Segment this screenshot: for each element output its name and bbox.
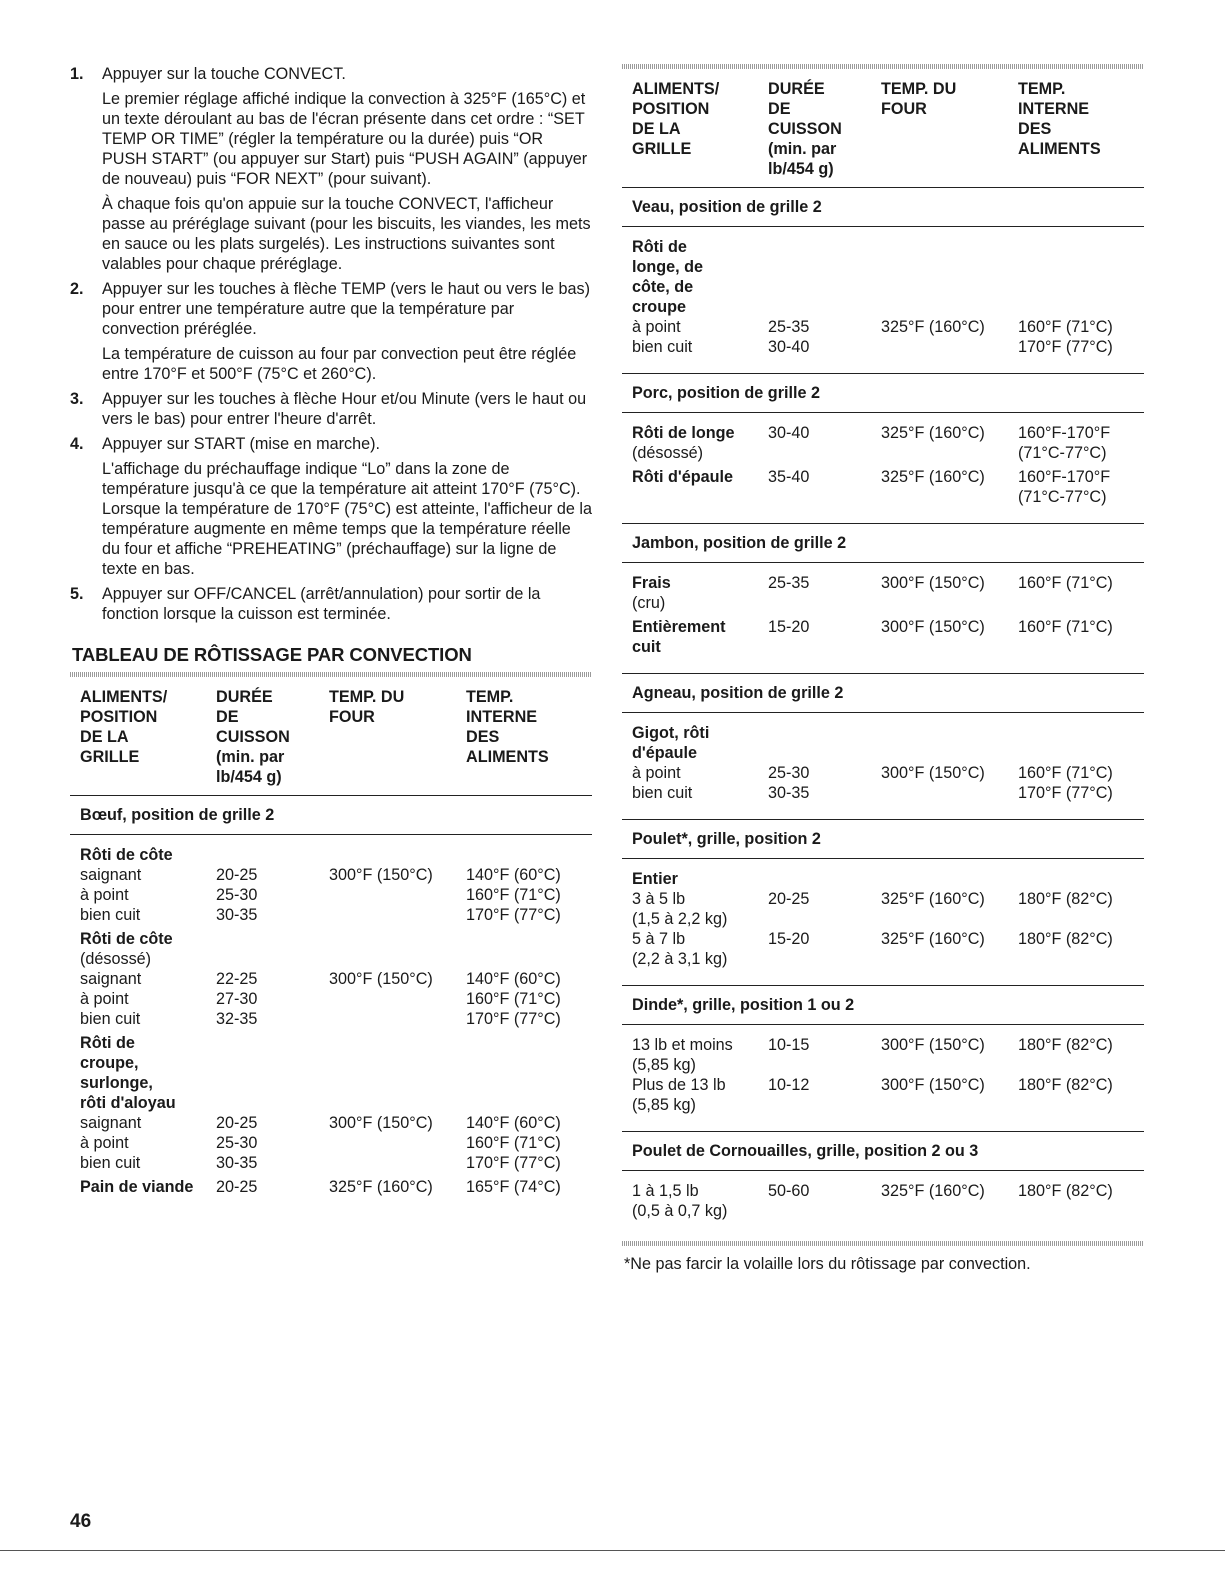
table-cell: 30-35 <box>216 906 258 924</box>
table-cell: 25-30 <box>768 764 810 782</box>
header-cell-c1 <box>632 79 768 179</box>
table-cell: 50-60 <box>768 1182 810 1200</box>
header-line: GRILLE <box>80 748 140 766</box>
header-line: ALIMENTS <box>1018 140 1101 158</box>
table-cell <box>329 905 466 925</box>
table-cell <box>768 593 881 613</box>
table-cell: 30-35 <box>768 784 810 802</box>
table-cell: 20-25 <box>216 1114 258 1132</box>
table-cell: 325°F (160°C) <box>881 1182 985 1200</box>
table-cell: 30-35 <box>216 1154 258 1172</box>
header-cell-c2 <box>216 687 329 787</box>
step-number: 2. <box>70 280 84 298</box>
table-cell <box>881 443 1018 463</box>
table-cell: 160°F (71°C) <box>466 886 561 904</box>
table-cell: 170°F (77°C) <box>1018 338 1113 356</box>
table-cell <box>768 487 881 507</box>
header-line: CUISSON <box>768 120 842 138</box>
table-cell: à point <box>80 1134 129 1152</box>
table-cell <box>1018 637 1144 657</box>
section-title: Agneau, position de grille 2 <box>622 674 1144 713</box>
table-row <box>632 467 1144 487</box>
table-row <box>80 885 592 905</box>
section-title: Veau, position de grille 2 <box>622 188 1144 227</box>
table-row <box>632 593 1144 613</box>
table-cell: 170°F (77°C) <box>466 1010 561 1028</box>
table-cell <box>881 487 1018 507</box>
table-cell: 180°F (82°C) <box>1018 1182 1113 1200</box>
header-line: DE <box>216 708 239 726</box>
table-cell <box>1018 1055 1144 1075</box>
section-title: Porc, position de grille 2 <box>622 374 1144 413</box>
header-line: FOUR <box>329 708 375 726</box>
table-cell <box>329 989 466 1009</box>
table-row <box>632 1201 1144 1221</box>
table-cell: 10-15 <box>768 1036 810 1054</box>
header-line: INTERNE <box>466 708 538 726</box>
table-cell <box>881 783 1018 803</box>
header-cell-c4 <box>466 687 592 787</box>
table-cell <box>768 1055 881 1075</box>
table-cell: 325°F (160°C) <box>329 1178 433 1196</box>
table-row <box>632 949 1144 969</box>
table-row <box>632 637 1144 657</box>
table-row <box>632 929 1144 949</box>
table-cell: Rôti d'épaule <box>632 468 733 486</box>
table-cell: (5,85 kg) <box>632 1096 696 1114</box>
page-number: 46 <box>70 1511 92 1532</box>
food-group <box>80 1177 592 1197</box>
table-cell: 325°F (160°C) <box>881 890 985 908</box>
footnote-dotted-rule <box>622 1241 1144 1246</box>
table-row <box>80 989 592 1009</box>
food-name: d'épaule <box>632 744 698 762</box>
section-body <box>622 413 1144 524</box>
table-row <box>632 337 1144 357</box>
table-cell: 160°F (71°C) <box>466 1134 561 1152</box>
header-line: (min. par <box>768 140 837 158</box>
food-group <box>632 869 1144 969</box>
table-cell: 27-30 <box>216 990 258 1008</box>
table-cell: 140°F (60°C) <box>466 1114 561 1132</box>
table-cell <box>768 949 881 969</box>
food-group <box>80 1033 592 1173</box>
food-name: Rôti de <box>632 238 687 256</box>
table-row <box>632 1055 1144 1075</box>
step-item <box>70 64 592 274</box>
table-cell: 3 à 5 lb <box>632 890 686 908</box>
table-row <box>632 1035 1144 1055</box>
table-row <box>632 1095 1144 1115</box>
step-paragraph: À chaque fois qu'on appuie sur la touche CONVECT, l'afficheur passe au préréglage suivant (pour les biscuits, les viandes, les mets en sauce ou les plats surgelés). Les instructions suivantes sont valables pour chaque préréglage. <box>102 195 591 273</box>
table-cell: 300°F (150°C) <box>881 1076 985 1094</box>
table-cell <box>329 1009 466 1029</box>
table-row <box>80 949 592 969</box>
table-cell: 140°F (60°C) <box>466 970 561 988</box>
table-cell: à point <box>632 318 681 336</box>
table-cell: 140°F (60°C) <box>466 866 561 884</box>
table-cell: Rôti de longe <box>632 424 735 442</box>
header-line: TEMP. DU <box>329 688 405 706</box>
section-body <box>622 227 1144 374</box>
table-cell <box>768 1201 881 1221</box>
header-line: DES <box>466 728 500 746</box>
table-cell <box>329 1153 466 1173</box>
table-cell <box>881 1055 1018 1075</box>
table-cell: 300°F (150°C) <box>881 618 985 636</box>
table-cell <box>881 593 1018 613</box>
table-cell: (1,5 à 2,2 kg) <box>632 910 728 928</box>
section-body <box>70 835 592 1213</box>
step-paragraph: La température de cuisson au four par convection peut être réglée entre 170°F et 500°F (75°C et 260°C). <box>102 345 577 383</box>
header-line: lb/454 g) <box>216 768 282 786</box>
table-cell: bien cuit <box>632 338 693 356</box>
header-line: TEMP. DU <box>881 80 957 98</box>
table-cell: 160°F-170°F <box>1018 468 1111 486</box>
table-cell: 32-35 <box>216 1010 258 1028</box>
table-cell: 300°F (150°C) <box>329 970 433 988</box>
step-paragraph: Appuyer sur START (mise en marche). <box>102 435 380 453</box>
table-cell <box>466 949 592 969</box>
table-cell: (désossé) <box>80 950 152 968</box>
table-cell <box>881 949 1018 969</box>
section-title: Jambon, position de grille 2 <box>622 524 1144 563</box>
table-row <box>632 1181 1144 1201</box>
table-cell: 300°F (150°C) <box>881 574 985 592</box>
table-row <box>632 889 1144 909</box>
table-cell <box>881 1201 1018 1221</box>
table-cell <box>881 337 1018 357</box>
table-row <box>80 969 592 989</box>
table-row <box>80 1009 592 1029</box>
table-header-continued <box>622 69 1144 187</box>
header-cell-c4 <box>1018 79 1144 179</box>
food-name: Entier <box>632 870 678 888</box>
step-paragraph: Appuyer sur les touches à flèche TEMP (vers le haut ou vers le bas) pour entrer une température autre que la température par convection préréglée. <box>102 280 590 338</box>
section-body <box>622 1171 1144 1237</box>
table-cell <box>1018 1201 1144 1221</box>
table-row <box>632 909 1144 929</box>
header-cell-c3 <box>329 687 466 787</box>
table-cell: 180°F (82°C) <box>1018 1076 1113 1094</box>
table-cell: 22-25 <box>216 970 258 988</box>
table-cell: 10-12 <box>768 1076 810 1094</box>
table-cell: Pain de viande <box>80 1178 194 1196</box>
table-cell <box>768 443 881 463</box>
section-body <box>622 859 1144 986</box>
table-cell: à point <box>80 886 129 904</box>
table-cell: 170°F (77°C) <box>466 1154 561 1172</box>
section-body <box>622 563 1144 674</box>
table-cell <box>216 949 329 969</box>
table-cell: 20-25 <box>216 1178 258 1196</box>
section-body <box>622 713 1144 820</box>
header-line: POSITION <box>632 100 710 118</box>
step-number: 1. <box>70 65 84 83</box>
food-group <box>80 845 592 925</box>
table-cell: (cru) <box>632 594 666 612</box>
header-line: POSITION <box>80 708 158 726</box>
table-cell: 300°F (150°C) <box>881 1036 985 1054</box>
table-cell: 160°F (71°C) <box>1018 574 1113 592</box>
right-column <box>622 64 1144 1274</box>
header-line: DE LA <box>80 728 129 746</box>
step-paragraph: Appuyer sur OFF/CANCEL (arrêt/annulation) pour sortir de la fonction lorsque la cuisson est terminée. <box>102 585 541 623</box>
header-line: ALIMENTS/ <box>632 80 720 98</box>
table-cell: 13 lb et moins <box>632 1036 733 1054</box>
food-group <box>632 617 1144 657</box>
table-row <box>632 1075 1144 1095</box>
table-cell: bien cuit <box>80 906 141 924</box>
table-row <box>632 783 1144 803</box>
table-cell <box>768 1095 881 1115</box>
step-paragraph: Le premier réglage affiché indique la convection à 325°F (165°C) et un texte déroulant au bas de l'écran présente dans cet ordre : “SET TEMP OR TIME” (régler la température ou la durée) puis “OR PUSH START” (ou appuyer sur Start) puis “PUSH AGAIN” (appuyer de nouveau) puis “FOR NEXT” (pour suivant). <box>102 90 588 188</box>
header-line: DURÉE <box>768 80 825 98</box>
food-name: Gigot, rôti <box>632 724 710 742</box>
table-cell: 170°F (77°C) <box>1018 784 1113 802</box>
table-cell: saignant <box>80 970 142 988</box>
table-cell: 20-25 <box>768 890 810 908</box>
food-group <box>632 723 1144 803</box>
table-cell <box>768 909 881 929</box>
table-row <box>632 423 1144 443</box>
table-cell: 160°F (71°C) <box>1018 764 1113 782</box>
table-cell: (0,5 à 0,7 kg) <box>632 1202 728 1220</box>
table-cell: 170°F (77°C) <box>466 906 561 924</box>
header-line: ALIMENTS/ <box>80 688 168 706</box>
step-number: 5. <box>70 585 84 603</box>
food-name: Rôti de côte <box>80 930 173 948</box>
header-line: ALIMENTS <box>466 748 549 766</box>
table-cell <box>1018 909 1144 929</box>
left-column <box>70 64 592 1213</box>
table-cell: (5,85 kg) <box>632 1056 696 1074</box>
table-cell: 25-35 <box>768 318 810 336</box>
table-cell: Frais <box>632 574 671 592</box>
step-paragraph: L'affichage du préchauffage indique “Lo” dans la zone de température jusqu'à ce que la température ait atteint 170°F (75°C). Lorsque la température de 170°F (75°C) est atteinte, l'afficheur de la température augmente en même temps que la température réelle du four et affiche “PREHEATING” (préchauffage) sur la ligne de texte en bas. <box>102 460 592 578</box>
header-line: (min. par <box>216 748 285 766</box>
table-cell: 160°F (71°C) <box>1018 618 1113 636</box>
table-cell: cuit <box>632 638 661 656</box>
food-name: rôti d'aloyau <box>80 1094 176 1112</box>
table-cell: à point <box>632 764 681 782</box>
header-cell-c2 <box>768 79 881 179</box>
table-cell: 20-25 <box>216 866 258 884</box>
table-cell: (71°C-77°C) <box>1018 488 1107 506</box>
table-cell: 160°F (71°C) <box>1018 318 1113 336</box>
header-cell-c1 <box>80 687 216 787</box>
header-line: lb/454 g) <box>768 160 834 178</box>
header-line: GRILLE <box>632 140 692 158</box>
header-line: FOUR <box>881 100 927 118</box>
table-cell: saignant <box>80 1114 142 1132</box>
table-row <box>80 905 592 925</box>
table-cell <box>768 637 881 657</box>
table-row <box>632 443 1144 463</box>
table-cell: Entièrement <box>632 618 726 636</box>
food-group <box>632 237 1144 357</box>
instruction-steps <box>70 64 592 624</box>
step-paragraph: Appuyer sur la touche CONVECT. <box>102 65 346 83</box>
table-cell: 325°F (160°C) <box>881 468 985 486</box>
table-cell <box>881 909 1018 929</box>
step-item <box>70 434 592 579</box>
table-row <box>632 617 1144 637</box>
table-row <box>80 865 592 885</box>
table-cell: 5 à 7 lb <box>632 930 686 948</box>
header-line: DURÉE <box>216 688 273 706</box>
table-cell: 180°F (82°C) <box>1018 930 1113 948</box>
table-cell: 180°F (82°C) <box>1018 890 1113 908</box>
section-title: Poulet de Cornouailles, grille, position 2 ou 3 <box>622 1132 1144 1171</box>
food-name: Rôti de <box>80 1034 135 1052</box>
left-table-body <box>70 796 592 1213</box>
table-cell: 325°F (160°C) <box>881 930 985 948</box>
table-cell: 25-35 <box>768 574 810 592</box>
step-item <box>70 279 592 384</box>
table-cell: 300°F (150°C) <box>881 764 985 782</box>
table-cell: bien cuit <box>80 1154 141 1172</box>
header-line: TEMP. <box>466 688 514 706</box>
table-cell: Plus de 13 lb <box>632 1076 726 1094</box>
header-line: CUISSON <box>216 728 290 746</box>
table-cell: (71°C-77°C) <box>1018 444 1107 462</box>
table-cell: 35-40 <box>768 468 810 486</box>
header-line: INTERNE <box>1018 100 1090 118</box>
table-cell: 180°F (82°C) <box>1018 1036 1113 1054</box>
food-group <box>80 929 592 1029</box>
table-cell: 325°F (160°C) <box>881 424 985 442</box>
right-table-body <box>622 188 1144 1237</box>
table-cell: 300°F (150°C) <box>329 866 433 884</box>
food-name: côte, de <box>632 278 694 296</box>
table-row <box>80 1153 592 1173</box>
table-cell <box>1018 1095 1144 1115</box>
food-group <box>632 467 1144 507</box>
table-row <box>632 487 1144 507</box>
section-body <box>622 1025 1144 1132</box>
step-paragraph: Appuyer sur les touches à flèche Hour et/ou Minute (vers le haut ou vers le bas) pour entrer l'heure d'arrêt. <box>102 390 587 428</box>
table-cell <box>881 1095 1018 1115</box>
table-row <box>80 1177 592 1197</box>
table-cell: 15-20 <box>768 618 810 636</box>
table-cell: 25-30 <box>216 1134 258 1152</box>
table-cell: 15-20 <box>768 930 810 948</box>
table-header <box>70 677 592 795</box>
table-cell: 300°F (150°C) <box>329 1114 433 1132</box>
table-row <box>632 763 1144 783</box>
section-title: Poulet*, grille, position 2 <box>622 820 1144 859</box>
food-name: croupe, <box>80 1054 139 1072</box>
food-name: croupe <box>632 298 686 316</box>
step-item <box>70 584 592 624</box>
food-name: surlonge, <box>80 1074 153 1092</box>
food-group <box>632 1181 1144 1221</box>
table-cell <box>329 949 466 969</box>
header-line: DE <box>768 100 791 118</box>
step-item <box>70 389 592 429</box>
header-cell-c3 <box>881 79 1018 179</box>
header-line: TEMP. <box>1018 80 1066 98</box>
footnote: *Ne pas farcir la volaille lors du rôtissage par convection. <box>624 1255 1031 1273</box>
table-row <box>80 1113 592 1133</box>
header-line: DES <box>1018 120 1052 138</box>
table-cell: bien cuit <box>80 1010 141 1028</box>
table-row <box>632 317 1144 337</box>
food-name: longe, de <box>632 258 704 276</box>
step-number: 4. <box>70 435 84 453</box>
table-cell: 30-40 <box>768 424 810 442</box>
food-name: Rôti de côte <box>80 846 173 864</box>
table-cell: 325°F (160°C) <box>881 318 985 336</box>
table-cell: saignant <box>80 866 142 884</box>
table-cell <box>881 637 1018 657</box>
table-cell: 30-40 <box>768 338 810 356</box>
table-cell <box>1018 949 1144 969</box>
table-cell: 160°F (71°C) <box>466 990 561 1008</box>
table-title: TABLEAU DE RÔTISSAGE PAR CONVECTION <box>72 644 472 665</box>
table-cell: bien cuit <box>632 784 693 802</box>
bottom-edge-rule <box>0 1550 1225 1551</box>
section-title: Dinde*, grille, position 1 ou 2 <box>622 986 1144 1025</box>
food-group <box>632 423 1144 463</box>
section-title: Bœuf, position de grille 2 <box>70 796 592 835</box>
table-cell: (désossé) <box>632 444 704 462</box>
table-cell: (2,2 à 3,1 kg) <box>632 950 728 968</box>
table-cell: 165°F (74°C) <box>466 1178 561 1196</box>
table-row <box>632 573 1144 593</box>
food-group <box>632 573 1144 613</box>
table-row <box>80 1133 592 1153</box>
table-cell <box>1018 593 1144 613</box>
step-number: 3. <box>70 390 84 408</box>
table-cell <box>329 885 466 905</box>
table-cell: à point <box>80 990 129 1008</box>
table-cell <box>632 487 768 507</box>
table-cell: 1 à 1,5 lb <box>632 1182 699 1200</box>
table-cell: 160°F-170°F <box>1018 424 1111 442</box>
food-group <box>632 1035 1144 1115</box>
table-cell: 25-30 <box>216 886 258 904</box>
table-cell <box>329 1133 466 1153</box>
header-line: DE LA <box>632 120 681 138</box>
